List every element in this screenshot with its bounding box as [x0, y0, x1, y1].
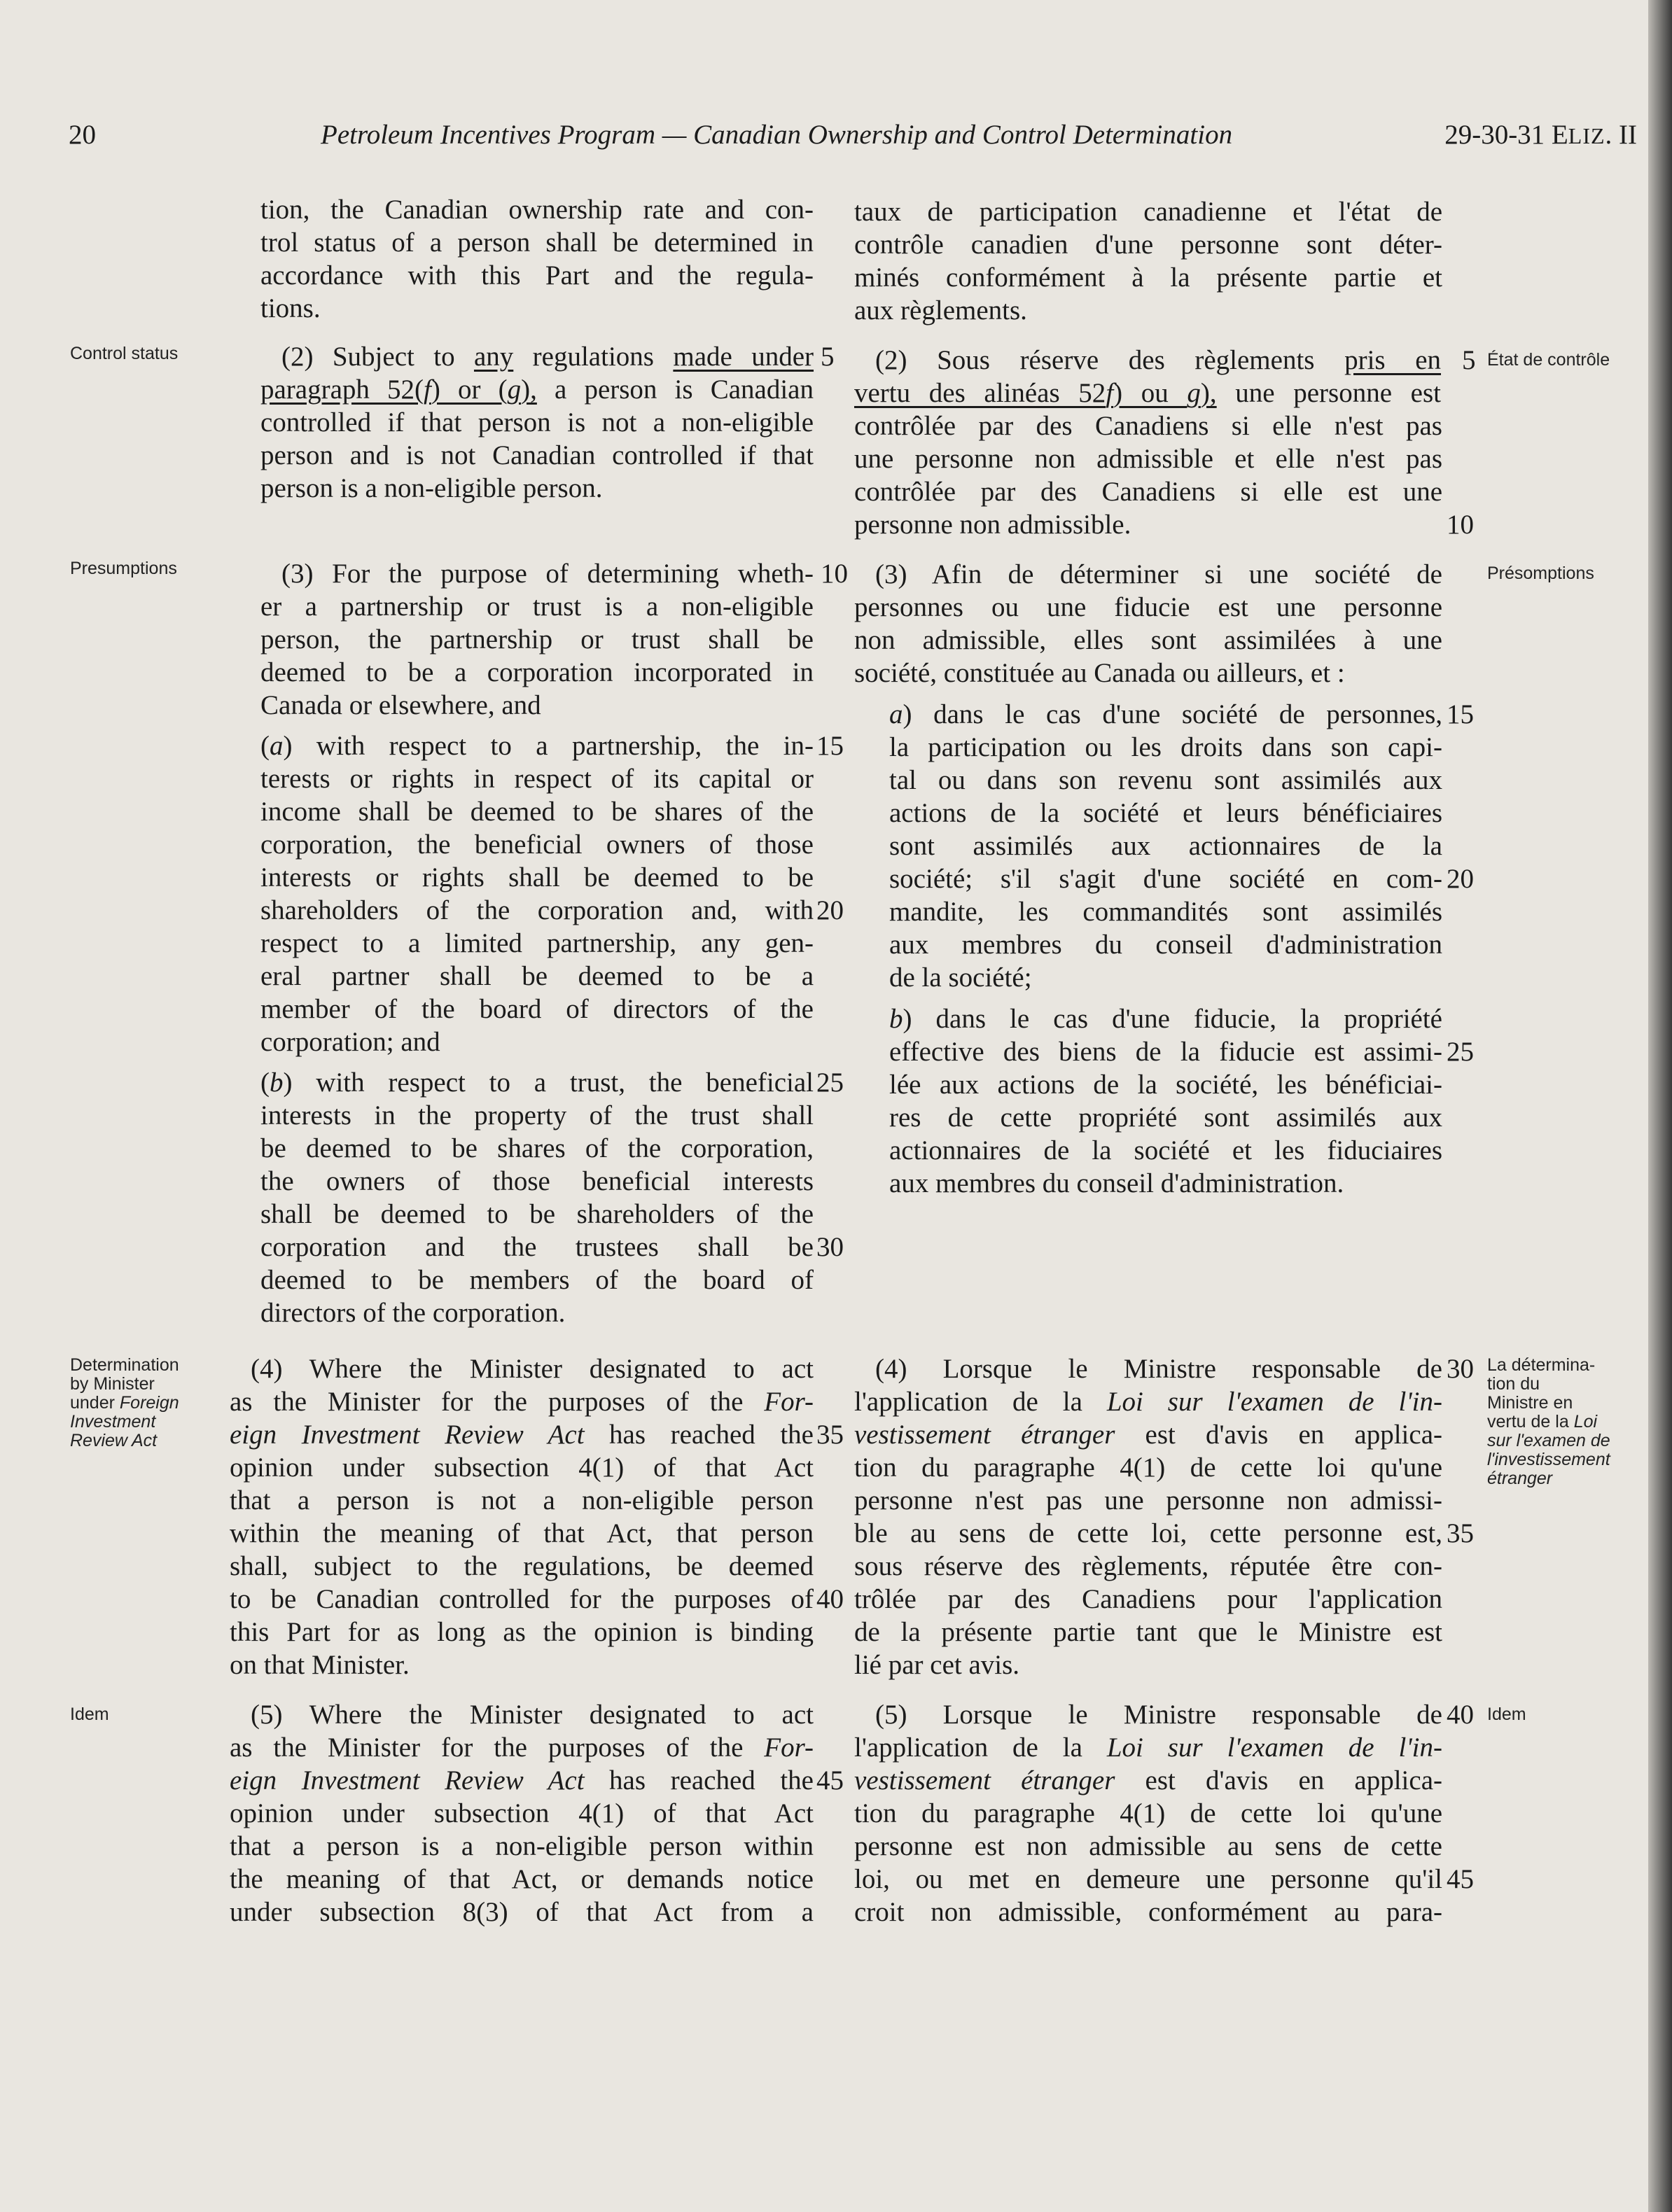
page-number: 20: [69, 120, 96, 150]
fr-s5-line: croit non admissible, conformément au para-: [854, 1897, 1442, 1927]
en-s3-line: (3) For the purpose of determining wheth-: [281, 559, 814, 589]
en-s3-line: Canada or elsewhere, and: [260, 690, 541, 720]
en-s5-line: eign Investment Review Act has reached the: [230, 1765, 814, 1795]
fr-s3b-line: b) dans le cas d'une fiducie, la propriété: [889, 1004, 1442, 1034]
note-line: Determination: [70, 1355, 179, 1375]
en-s2-line: person and is not Canadian controlled if that: [260, 440, 814, 470]
en-s3b-line: deemed to be members of the board of: [260, 1265, 814, 1295]
note-line: La détermina-: [1487, 1355, 1596, 1375]
margin-note-idem-fr: Idem: [1487, 1704, 1526, 1724]
en-s5-line: the meaning of that Act, or demands notice: [230, 1864, 814, 1894]
page-edge-shadow: [1648, 0, 1672, 2212]
note-line: vertu de la Loi: [1487, 1412, 1598, 1432]
en-s4-line: within the meaning of that Act, that person: [230, 1518, 814, 1548]
en-s4-line: this Part for as long as the opinion is binding: [230, 1617, 814, 1647]
fr-s3a-line: aux membres du conseil d'administration: [889, 930, 1442, 960]
note-line: Review Act: [70, 1431, 158, 1450]
note-line: l'investissement: [1487, 1450, 1610, 1469]
en-s3b-line: directors of the corporation.: [260, 1298, 566, 1328]
en-s5-line: (5) Where the Minister designated to act: [251, 1700, 814, 1730]
en-intro-line: accordance with this Part and the regula-: [260, 260, 814, 290]
en-intro-line: tions.: [260, 293, 321, 323]
en-s5-line: that a person is a non-eligible person within: [230, 1831, 814, 1861]
en-s4-line: (4) Where the Minister designated to act: [251, 1354, 814, 1384]
note-line: Ministre en: [1487, 1393, 1573, 1413]
en-s3-line: person, the partnership or trust shall be: [260, 624, 814, 654]
fr-line-number: 45: [1447, 1864, 1474, 1894]
fr-s5-line: tion du paragraphe 4(1) de cette loi qu'une: [854, 1798, 1442, 1828]
fr-s3a-line: la participation ou les droits dans son capi-: [889, 732, 1442, 762]
en-line-number: 40: [816, 1584, 844, 1614]
en-line-number: 30: [816, 1232, 844, 1262]
en-s5-line: under subsection 8(3) of that Act from a: [230, 1897, 814, 1927]
note-line: under Foreign: [70, 1393, 179, 1413]
en-s2-line: (2) Subject to any regulations made under: [281, 342, 814, 372]
en-s3b-line: interests in the property of the trust shall: [260, 1100, 814, 1130]
en-s5-line: opinion under subsection 4(1) of that Act: [230, 1798, 814, 1828]
fr-s3b-line: actionnaires de la société et les fiduciaires: [889, 1135, 1442, 1166]
fr-s3a-line: de la société;: [889, 962, 1032, 993]
en-s3b-line: shall be deemed to be shareholders of the: [260, 1199, 814, 1229]
en-s3a-line: income shall be deemed to be shares of the: [260, 797, 814, 827]
fr-intro-line: minés conformément à la présente partie et: [854, 262, 1442, 293]
fr-line-number: 5: [1462, 345, 1476, 375]
en-s4-line: as the Minister for the purposes of the For-: [230, 1387, 814, 1417]
en-s4-line: that a person is not a non-eligible person: [230, 1485, 814, 1516]
en-s4-line: to be Canadian controlled for the purposes of: [230, 1584, 814, 1614]
fr-s4-line: trôlée par des Canadiens pour l'application: [854, 1584, 1442, 1614]
fr-s3a-line: tal ou dans son revenu sont assimilés aux: [889, 765, 1442, 795]
en-s3a-line: respect to a limited partnership, any gen-: [260, 928, 814, 958]
fr-s5-line: personne est non admissible au sens de cette: [854, 1831, 1442, 1861]
en-s3b-line: the owners of those beneficial interests: [260, 1166, 814, 1196]
fr-line-number: 20: [1447, 864, 1474, 894]
en-s2-line: person is a non-eligible person.: [260, 473, 603, 503]
en-s3b-line: corporation and the trustees shall be: [260, 1232, 814, 1262]
fr-s2-line: contrôlée par des Canadiens si elle n'est pas: [854, 411, 1442, 441]
fr-s3a-line: mandite, les commandités sont assimilés: [889, 897, 1442, 927]
fr-s5-line: vestissement étranger est d'avis en applica-: [854, 1765, 1442, 1795]
en-s2-line: controlled if that person is not a non-eligible: [260, 407, 814, 438]
fr-s5-line: (5) Lorsque le Ministre responsable de: [875, 1700, 1442, 1730]
en-line-number: 5: [821, 342, 835, 372]
fr-s4-line: vestissement étranger est d'avis en applica-: [854, 1420, 1442, 1450]
fr-s5-line: l'application de la Loi sur l'examen de l'in-: [854, 1732, 1442, 1763]
en-s3a-line: eral partner shall be deemed to be a: [260, 961, 814, 991]
en-intro-line: trol status of a person shall be determined in: [260, 227, 814, 258]
note-line: by Minister: [70, 1374, 155, 1394]
fr-intro-line: contrôle canadien d'une personne sont déter-: [854, 230, 1442, 260]
en-s3a-line: corporation, the beneficial owners of those: [260, 830, 814, 860]
en-s5-line: as the Minister for the purposes of the For-: [230, 1732, 814, 1763]
french-column: [854, 195, 1442, 1945]
en-line-number: 15: [816, 731, 844, 761]
en-intro-line: tion, the Canadian ownership rate and con-: [260, 195, 814, 225]
fr-s4-line: (4) Lorsque le Ministre responsable de: [875, 1354, 1442, 1384]
fr-intro-line: taux de participation canadienne et l'état de: [854, 197, 1442, 227]
fr-s2-line: vertu des alinéas 52f) ou g), une personne est: [854, 378, 1441, 408]
en-s3a-line: (a) with respect to a partnership, the in-: [260, 731, 814, 761]
margin-note-etat-controle: État de contrôle: [1487, 350, 1610, 370]
fr-s3b-line: res de cette propriété sont assimilés aux: [889, 1102, 1442, 1133]
en-s3a-line: interests or rights shall be deemed to be: [260, 862, 814, 892]
fr-s2-line: contrôlée par des Canadiens si elle est une: [854, 477, 1442, 507]
en-line-number: 25: [816, 1068, 844, 1098]
margin-note-determination-fr: [1487, 1356, 1610, 1488]
fr-s4-line: tion du paragraphe 4(1) de cette loi qu'une: [854, 1452, 1442, 1483]
en-s4-line: shall, subject to the regulations, be deemed: [230, 1551, 814, 1581]
fr-s3-line: société, constituée au Canada ou ailleurs, et :: [854, 658, 1345, 688]
en-s4-line: on that Minister.: [230, 1650, 410, 1680]
fr-s3-line: (3) Afin de déterminer si une société de: [875, 559, 1442, 589]
fr-s4-line: ble au sens de cette loi, cette personne est,: [854, 1518, 1442, 1548]
fr-s5-line: loi, ou met en demeure une personne qu'il: [854, 1864, 1442, 1894]
en-s3b-line: be deemed to be shares of the corporation,: [260, 1133, 814, 1163]
fr-s4-line: l'application de la Loi sur l'examen de l'in-: [854, 1387, 1442, 1417]
en-s2-line: paragraph 52(f) or (g), a person is Canadian: [260, 374, 814, 405]
en-line-number: 10: [821, 559, 848, 589]
fr-line-number: 25: [1447, 1037, 1474, 1067]
fr-s3b-line: effective des biens de la fiducie est assimi-: [889, 1037, 1442, 1067]
note-line: sur l'examen de: [1487, 1431, 1610, 1450]
fr-s3b-line: lée aux actions de la société, les bénéficiai-: [889, 1070, 1442, 1100]
fr-s4-line: personne n'est pas une personne non admissi-: [854, 1485, 1442, 1516]
note-line: étranger: [1487, 1469, 1553, 1488]
en-line-number: 45: [816, 1765, 844, 1795]
en-s3a-line: member of the board of directors of the: [260, 994, 814, 1024]
header-title: Petroleum Incentives Program — Canadian Ownership and Control Determination: [321, 120, 1233, 150]
en-s3b-line: (b) with respect to a trust, the beneficial: [260, 1068, 814, 1098]
en-s3-line: er a partnership or trust is a non-eligible: [260, 592, 814, 622]
margin-note-presumptions: Presumptions: [70, 559, 177, 578]
note-line: Investment: [70, 1412, 156, 1432]
en-s4-line: opinion under subsection 4(1) of that Act: [230, 1452, 814, 1483]
margin-note-control-status: Control status: [70, 344, 179, 363]
fr-s3a-line: a) dans le cas d'une société de personnes,: [889, 699, 1442, 729]
en-line-number: 35: [816, 1420, 844, 1450]
header-session: 29-30-31 ELIZ. II: [1444, 120, 1637, 150]
running-header: [69, 119, 1637, 161]
fr-s3-line: personnes ou une fiducie est une personne: [854, 592, 1442, 622]
fr-s3a-line: sont assimilés aux actionnaires de la: [889, 831, 1442, 861]
margin-note-idem: Idem: [70, 1704, 109, 1724]
fr-line-number: 40: [1447, 1700, 1474, 1730]
fr-s2-line: personne non admissible.: [854, 510, 1131, 540]
english-column: [230, 193, 814, 1943]
margin-note-determination: [70, 1356, 179, 1450]
en-s3-line: deemed to be a corporation incorporated in: [260, 657, 814, 687]
fr-s2-line: une personne non admissible et elle n'est pas: [854, 444, 1442, 474]
en-s3a-line: corporation; and: [260, 1027, 440, 1057]
fr-s3b-line: aux membres du conseil d'administration.: [889, 1168, 1344, 1198]
en-s3a-line: terests or rights in respect of its capital or: [260, 764, 814, 794]
en-line-number: 20: [816, 895, 844, 925]
en-s4-line: eign Investment Review Act has reached the: [230, 1420, 814, 1450]
en-s3a-line: shareholders of the corporation and, with: [260, 895, 814, 925]
fr-s3-line: non admissible, elles sont assimilées à une: [854, 625, 1442, 655]
margin-note-presomptions: Présomptions: [1487, 564, 1594, 583]
fr-line-number: 10: [1447, 510, 1474, 540]
fr-s4-line: sous réserve des règlements, réputée être con-: [854, 1551, 1442, 1581]
fr-s2-line: (2) Sous réserve des règlements pris en: [875, 345, 1442, 375]
fr-s3a-line: actions de la société et leurs bénéficiaires: [889, 798, 1442, 828]
fr-s4-line: lié par cet avis.: [854, 1650, 1020, 1680]
fr-line-number: 35: [1447, 1518, 1474, 1548]
fr-intro-line: aux règlements.: [854, 295, 1027, 326]
fr-s3a-line: société; s'il s'agit d'une société en com-: [889, 864, 1442, 894]
fr-line-number: 15: [1447, 699, 1474, 729]
fr-s4-line: de la présente partie tant que le Ministre est: [854, 1617, 1442, 1647]
note-line: tion du: [1487, 1374, 1540, 1394]
fr-line-number: 30: [1447, 1354, 1474, 1384]
